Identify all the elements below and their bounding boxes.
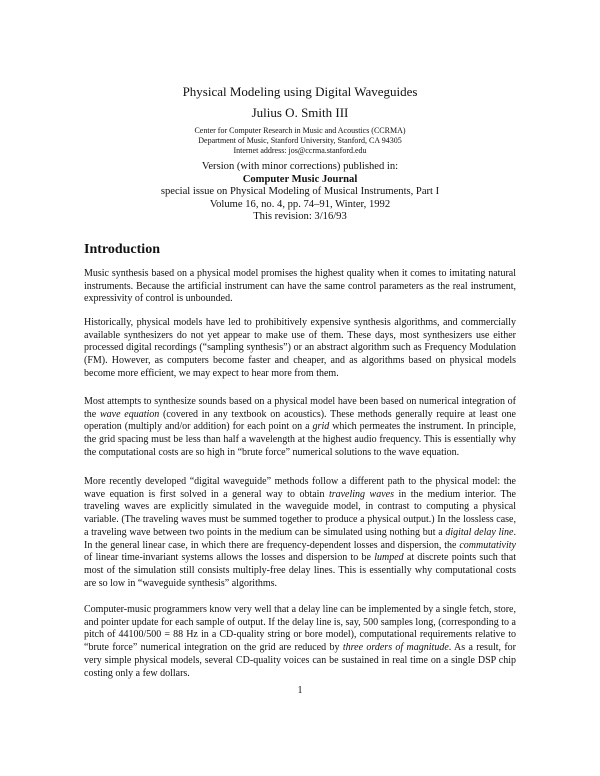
paragraph-text: Music synthesis based on a physical model promises the highest quality when it comes to imitating natural instruments. Because the artificial instrument can have the same control parameters as the real instrument, expressivity of control is unbounded. xyxy=(84,268,516,305)
journal-name: Computer Music Journal xyxy=(242,173,358,185)
emphasized-term: grid xyxy=(312,421,330,433)
paper-title: Physical Modeling using Digital Waveguides xyxy=(182,84,418,99)
emphasized-term: commutativity xyxy=(459,539,516,551)
version-line: Version (with minor corrections) published in: xyxy=(201,161,399,172)
paragraph-text: of linear time-invariant systems allows the losses and dispersion to be xyxy=(84,552,375,564)
page-number: 1 xyxy=(297,685,303,696)
paragraph-text: More recently developed “digital waveguide” methods follow a different path to the physical model: the wave equation is first solved in a general way to obtain xyxy=(84,476,516,500)
section-heading: Introduction xyxy=(84,242,160,257)
paragraph-text: Most attempts to synthesize sounds based on a physical model have been based on numerical integration of the xyxy=(84,396,516,420)
paragraph-text: in the medium interior. The traveling waves are explicitly simulated in the waveguide model, in contrast to computing a physical variable. (The traveling waves must be summed together to produce a physical output.) In the lossless case, a traveling wave between two points in the medium can be simulated using nothing but a xyxy=(84,488,516,538)
emphasized-term: traveling waves xyxy=(328,488,394,500)
paragraph-text: (covered in any textbook on acoustics). These methods generally require at least one operation (multiply and/or addition) for each point on a xyxy=(84,408,516,433)
body-paragraph xyxy=(84,317,516,381)
volume-line: Volume 16, no. 4, pp. 74–91, Winter, 1992 xyxy=(209,198,391,210)
body-paragraph xyxy=(84,396,516,460)
special-issue-line: special issue on Physical Modeling of Musical Instruments, Part I xyxy=(160,186,440,198)
body-paragraph xyxy=(84,476,516,590)
publication-note xyxy=(0,161,600,224)
author-affiliation xyxy=(0,126,600,156)
emphasized-term: three orders of magnitude xyxy=(342,642,449,654)
paragraph-text: . In the general linear case, in which there are frequency-dependent losses and dispersion, the xyxy=(84,526,516,551)
emphasized-term: wave equation xyxy=(99,408,160,420)
emphasized-term: digital delay line xyxy=(445,526,514,538)
revision-line: This revision: 3/16/93 xyxy=(253,211,347,223)
paragraph-text: . As a result, for very simple physical models, several CD-quality voices can be sustained in real time on a single DSP chip costing only a few dollars. xyxy=(84,642,516,679)
affiliation-email: Internet address: jos@ccrma.stanford.edu xyxy=(233,146,367,155)
paragraph-text: at discrete points such that most of the simulation still consists multiply-free delay lines. This is essentially why computational costs are so low in “waveguide synthesis” algorithms. xyxy=(84,552,516,589)
body-paragraph xyxy=(84,268,516,306)
affiliation-line: Center for Computer Research in Music and Acoustics (CCRMA) xyxy=(194,126,406,135)
affiliation-line: Department of Music, Stanford University, Stanford, CA 94305 xyxy=(198,136,402,145)
paragraph-text: which permeates the instrument. In principle, the grid spacing must be less than half a wavelength at the highest audio frequency. This is essentially why the computational costs are so high in “brute force” numerical solutions to the wave equation. xyxy=(84,421,517,458)
paper-author: Julius O. Smith III xyxy=(251,105,349,120)
paragraph-text: Computer-music programmers know very well that a delay line can be implemented by a single fetch, store, and pointer update for each sample of output. If the delay line is, say, 500 samples long, (corresponding to a pitch of 44100/500 = 88 Hz in a CD-quality string or bore model), computational requirements relative to “brute force” numerical integration on the grid are reduced by xyxy=(84,604,516,654)
emphasized-term: lumped xyxy=(374,552,404,564)
paragraph-text: Historically, physical models have led to prohibitively expensive synthesis algorithms, and commercially available synthesizers do not yet appear to make use of them. These days, most synthesizers use either processed digital recordings (“sampling synthesis”) or an abstract algorithm such as Frequency Modulation (FM). However, as computers become faster and cheaper, and as algorithms based on physical models become more efficient, we may expect to hear more from them. xyxy=(84,317,516,379)
body-paragraph xyxy=(84,604,516,680)
